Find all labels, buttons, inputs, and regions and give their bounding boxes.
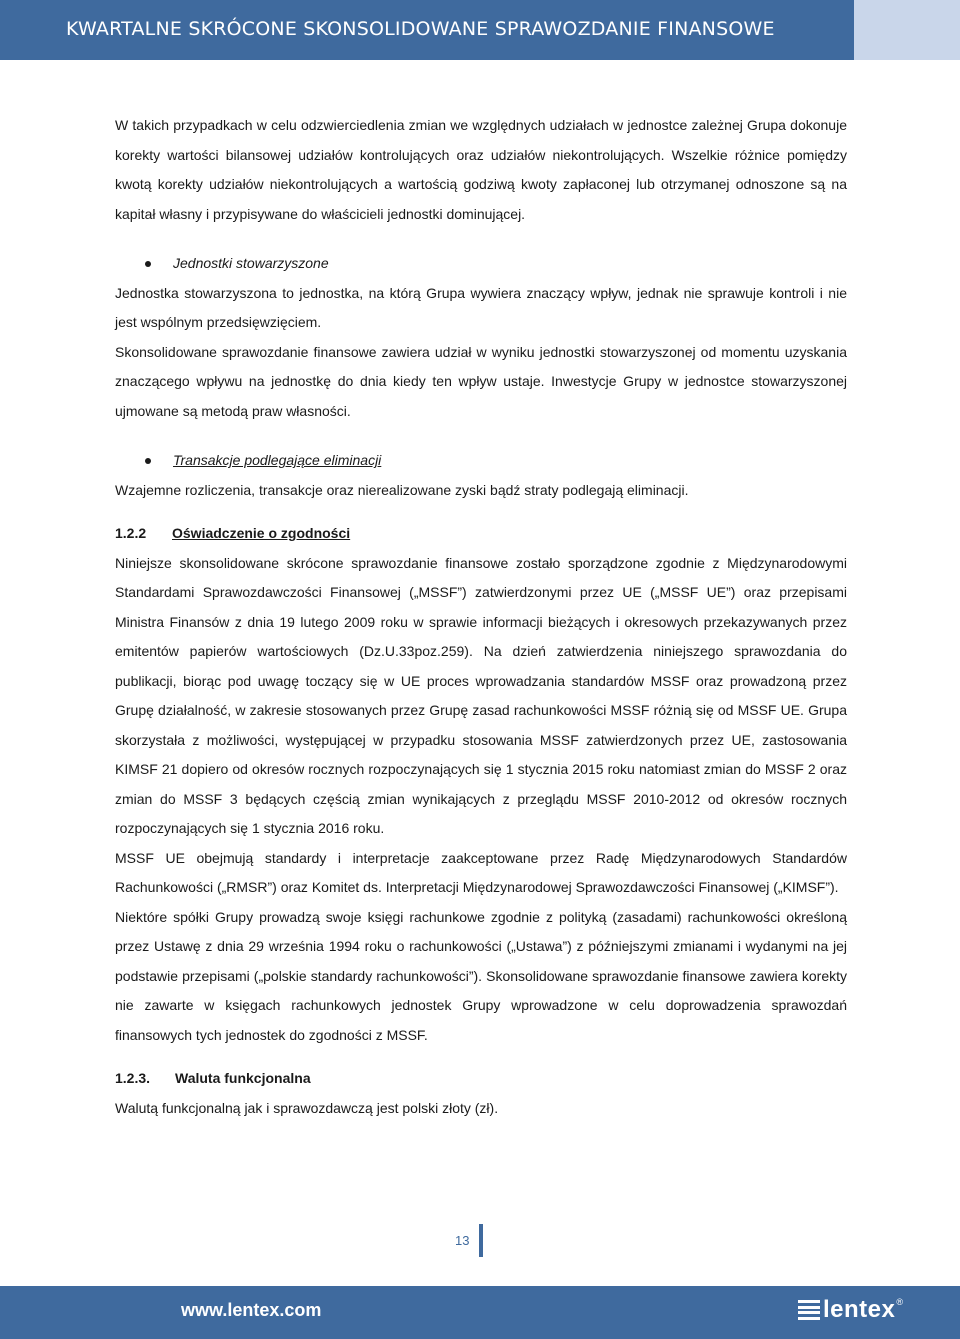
bullet-label: Transakcje podlegające eliminacji	[173, 452, 382, 468]
paragraph: Niektóre spółki Grupy prowadzą swoje księgi rachunkowe zgodnie z polityką (zasadami) rachunkowości określoną przez Ustawę z dnia 29 września 1994 roku o rachunkowości („Ustawa”) z późniejszymi zmianami i wydanymi na jej podstawie przepisami („polskie standardy rachunkowości”). Skonsolidowane sprawozdanie finansowe zawiera korekty nie zawarte w księgach rachunkowych jednostek Grupy wprowadzone w celu doprowadzenia sprawozdań finansowych tych jednostek do zgodności z MSSF.	[115, 908, 847, 1043]
bullet-item	[115, 446, 847, 476]
section-heading	[115, 519, 847, 549]
lentex-logo	[798, 1297, 903, 1323]
bullet-icon	[145, 458, 151, 464]
page-number: 13	[455, 1233, 470, 1248]
paragraph: MSSF UE obejmują standardy i interpretacje zaakceptowane przez Radę Międzynarodowych Standardów Rachunkowości („RMSR”) oraz Komitet ds. Interpretacji Międzynarodowej Sprawozdawczości Finansowej („KIMSF”).	[115, 849, 847, 895]
logo-stripes-icon	[798, 1300, 820, 1320]
section-title: Waluta funkcjonalna	[175, 1070, 311, 1086]
page-footer	[0, 1286, 960, 1339]
paragraph: Jednostka stowarzyszona to jednostka, na którą Grupa wywiera znaczący wpływ, jednak nie sprawuje kontroli i nie jest wspólnym przedsięwzięciem.	[115, 284, 847, 330]
registered-mark: ®	[896, 1297, 904, 1307]
section-title: Oświadczenie o zgodności	[172, 525, 351, 541]
bullet-icon	[145, 261, 151, 267]
bullet-item	[115, 249, 847, 279]
paragraph: W takich przypadkach w celu odzwierciedlenia zmian we względnych udziałach w jednostce zależnej Grupa dokonuje korekty wartości bilansowej udziałów kontrolujących oraz udziałów niekontrolujących. Wszelkie różnice pomiędzy kwotą korekty udziałów niekontrolujących a wartością godziwą kwoty zapłaconej lub otrzymanej odnoszone są na kapitał własny i przypisywane do właścicieli jednostki dominującej.	[115, 117, 847, 222]
page-number-bar	[479, 1224, 483, 1257]
bullet-label: Jednostki stowarzyszone	[173, 255, 329, 271]
document-title: KWARTALNE SKRÓCONE SKONSOLIDOWANE SPRAWOZDANIE FINANSOWE	[66, 18, 775, 40]
header-accent-tab	[854, 0, 960, 60]
page-header	[0, 0, 960, 60]
paragraph: Wzajemne rozliczenia, transakcje oraz nierealizowane zyski bądź straty podlegają eliminacji.	[115, 481, 689, 498]
section-number: 1.2.3.	[115, 1070, 151, 1086]
page-content	[115, 111, 847, 1123]
paragraph: Skonsolidowane sprawozdanie finansowe zawiera udział w wyniku jednostki stowarzyszonej od momentu uzyskania znaczącego wpływu na jednostkę do dnia kiedy ten wpływ ustaje. Inwestycje Grupy w jednostce stowarzyszonej ujmowane są metodą praw własności.	[115, 343, 847, 419]
logo-text: lentex	[823, 1296, 896, 1323]
website-link[interactable]: www.lentex.com	[181, 1300, 322, 1320]
section-heading	[115, 1064, 847, 1094]
paragraph: Niniejsze skonsolidowane skrócone sprawozdanie finansowe zostało sporządzone zgodnie z Międzynarodowymi Standardami Sprawozdawczości Finansowej („MSSF”) zatwierdzonymi przez UE („MSSF UE”) oraz przepisami Ministra Finansów z dnia 19 lutego 2009 roku w sprawie informacji bieżących i okresowych przekazywanych przez emitentów papierów wartościowych (Dz.U.33poz.259). Na dzień zatwierdzenia niniejszego sprawozdania do publikacji, biorąc pod uwagę toczący się w UE proces wprowadzania standardów MSSF oraz prowadzoną przez Grupę działalność, w zakresie stosowanych przez Grupę zasad rachunkowości MSSF różnią się od MSSF UE. Grupa skorzystała z możliwości, występującej w przypadku stosowania MSSF zatwierdzonych przez UE, zastosowania KIMSF 21 dopiero od okresów rocznych rozpoczynających się 1 stycznia 2015 roku natomiast zmian do MSSF 2 oraz zmian do MSSF 3 będących częścią zmian wynikających z przeglądu MSSF 2010-2012 od okresów rocznych rozpoczynających się 1 stycznia 2016 roku.	[115, 554, 847, 836]
paragraph: Walutą funkcjonalną jak i sprawozdawczą jest polski złoty (zł).	[115, 1099, 499, 1116]
section-number: 1.2.2	[115, 525, 147, 541]
